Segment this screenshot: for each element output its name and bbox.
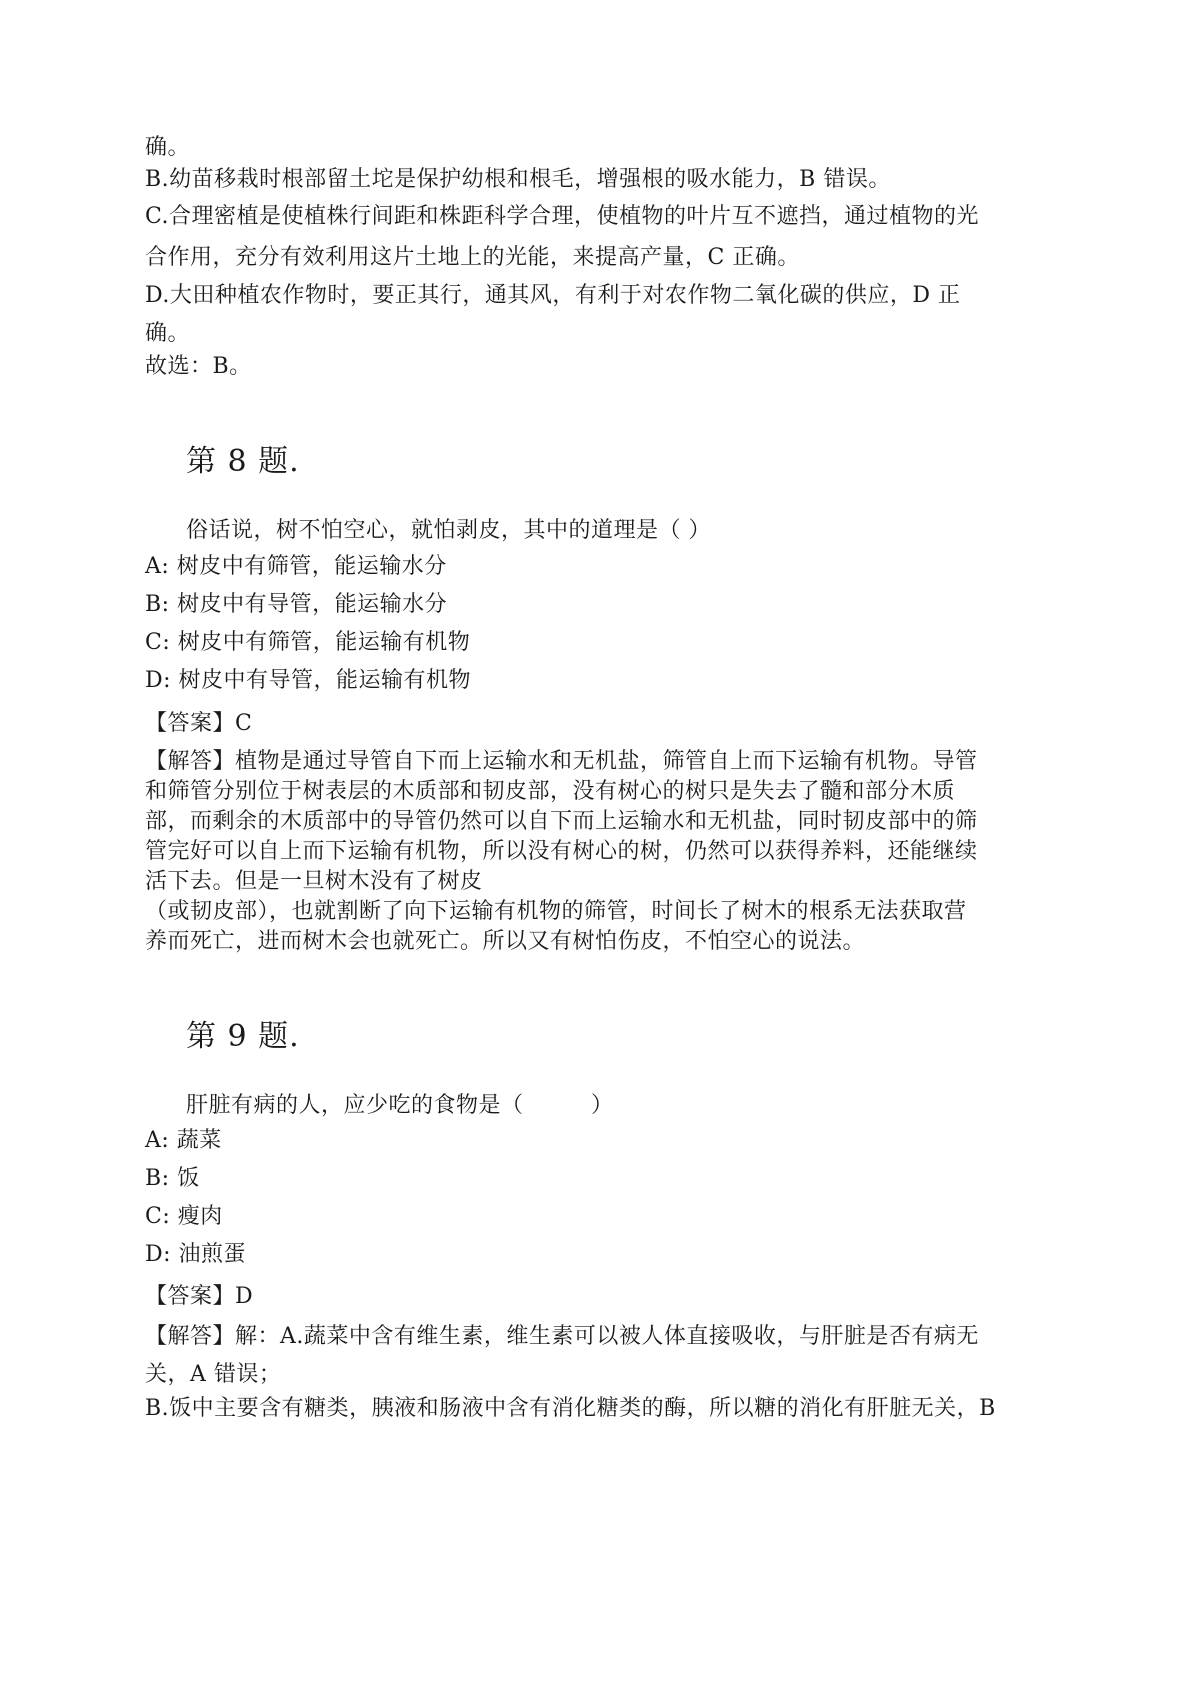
prev-explanation-line: C.合理密植是使植株行间距和株距科学合理，使植物的叶片互不遮挡，通过植物的光 <box>145 204 980 229</box>
prev-explanation-line: D.大田种植农作物时，要正其行，通其风，有利于对农作物二氧化碳的供应，D 正 <box>145 283 961 308</box>
explanation-line: 活下去。但是一旦树木没有了树皮 <box>145 869 483 894</box>
explanation-line: 部，而剩余的木质部中的导管仍然可以自下而上运输水和无机盐，同时韧皮部中的筛 <box>145 809 978 834</box>
explanation-line: 管完好可以自上而下运输有机物，所以没有树心的树，仍然可以获得养料，还能继续 <box>145 839 978 864</box>
explanation-line: 【解答】植物是通过导管自下而上运输水和无机盐，筛管自上而下运输有机物。导管 <box>145 749 978 774</box>
explanation-line: （或韧皮部），也就割断了向下运输有机物的筛管，时间长了树木的根系无法获取营 <box>145 899 967 924</box>
answer: 【答案】D <box>145 1284 254 1309</box>
option-b: B: 树皮中有导管，能运输水分 <box>145 592 448 617</box>
prev-explanation-line: 确。 <box>145 135 191 160</box>
prev-explanation-line: 故选：B。 <box>145 354 252 379</box>
option-a: A: 蔬菜 <box>145 1128 222 1153</box>
prev-explanation-line: 合作用，充分有效利用这片土地上的光能，来提高产量，C 正确。 <box>145 245 800 270</box>
explanation-line: 【解答】解：A.蔬菜中含有维生素，维生素可以被人体直接吸收，与肝脏是否有病无 <box>145 1324 979 1349</box>
option-c: C: 树皮中有筛管，能运输有机物 <box>145 630 471 655</box>
explanation-line: 关，A 错误； <box>145 1362 282 1387</box>
option-c: C: 瘦肉 <box>145 1204 223 1229</box>
option-d: D: 树皮中有导管，能运输有机物 <box>145 668 472 693</box>
option-a: A: 树皮中有筛管，能运输水分 <box>145 554 447 579</box>
prev-explanation-line: 确。 <box>145 321 191 346</box>
explanation-line: B.饭中主要含有糖类，胰液和肠液中含有消化糖类的酶，所以糖的消化有肝脏无关，B <box>145 1396 996 1421</box>
answer: 【答案】C <box>145 711 253 736</box>
option-d: D: 油煎蛋 <box>145 1242 247 1267</box>
question-stem: 肝脏有病的人，应少吃的食物是（ ） <box>186 1093 614 1118</box>
prev-explanation-line: B.幼苗移栽时根部留土坨是保护幼根和根毛，增强根的吸水能力，B 错误。 <box>145 167 891 192</box>
option-b: B: 饭 <box>145 1166 200 1191</box>
explanation-line: 养而死亡，进而树木会也就死亡。所以又有树怕伤皮，不怕空心的说法。 <box>145 929 866 954</box>
question-heading: 第 9 题. <box>186 1019 300 1054</box>
question-heading: 第 8 题. <box>186 444 300 479</box>
explanation-line: 和筛管分别位于树表层的木质部和韧皮部，没有树心的树只是失去了髓和部分木质 <box>145 779 956 804</box>
question-stem: 俗话说，树不怕空心，就怕剥皮，其中的道理是（ ） <box>186 518 711 543</box>
